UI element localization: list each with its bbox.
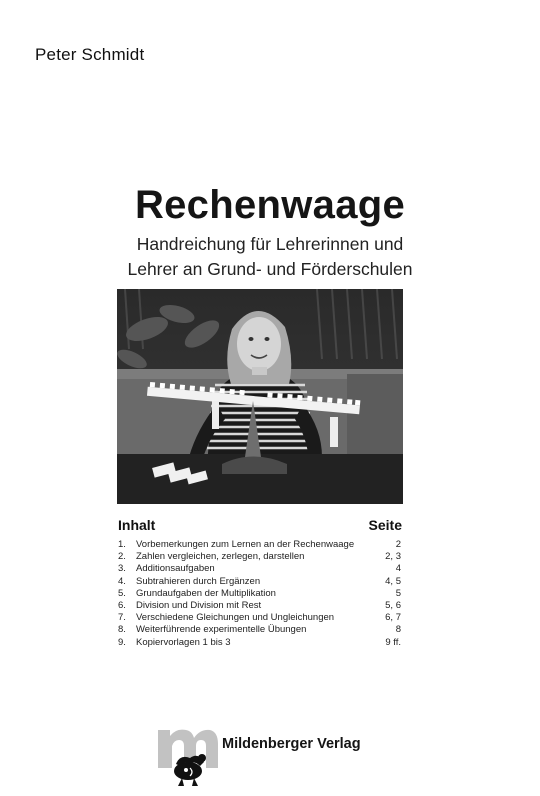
book-subtitle	[0, 232, 540, 282]
subtitle-line-2: Lehrer an Grund- und Förderschulen	[127, 259, 413, 279]
book-title: Rechenwaage	[134, 183, 406, 227]
toc-item: 6. Division und Division mit Rest 5, 6	[118, 599, 401, 611]
toc-heading: Inhalt	[118, 517, 156, 533]
toc-page-heading: Seite	[368, 517, 402, 533]
toc-item: 7. Verschiedene Gleichungen und Ungleichungen 6, 7	[118, 612, 401, 624]
toc-item: 8. Weiterführende experimentelle Übungen 8	[118, 624, 401, 636]
author-name: Peter Schmidt	[35, 45, 145, 64]
toc-item: 4. Subtrahieren durch Ergänzen 4, 5	[118, 575, 401, 587]
toc-item: 5. Grundaufgaben der Multiplikation 5	[118, 587, 401, 599]
toc-item: 2. Zahlen vergleichen, zerlegen, darstellen 2, 3	[118, 551, 401, 563]
toc-item: 9. Kopiervorlagen 1 bis 3 9 ff.	[118, 636, 401, 648]
subtitle-line-1: Handreichung für Lehrerinnen und	[136, 234, 404, 254]
mildenberger-m-logo	[156, 716, 218, 786]
cover-photo	[117, 289, 403, 504]
publisher-name: Mildenberger Verlag	[222, 736, 361, 752]
toc-item: 1. Vorbemerkungen zum Lernen an der Rechenwaage 2	[118, 539, 401, 550]
toc-item: 3. Additionsaufgaben 4	[118, 563, 401, 575]
table-of-contents	[118, 539, 401, 649]
